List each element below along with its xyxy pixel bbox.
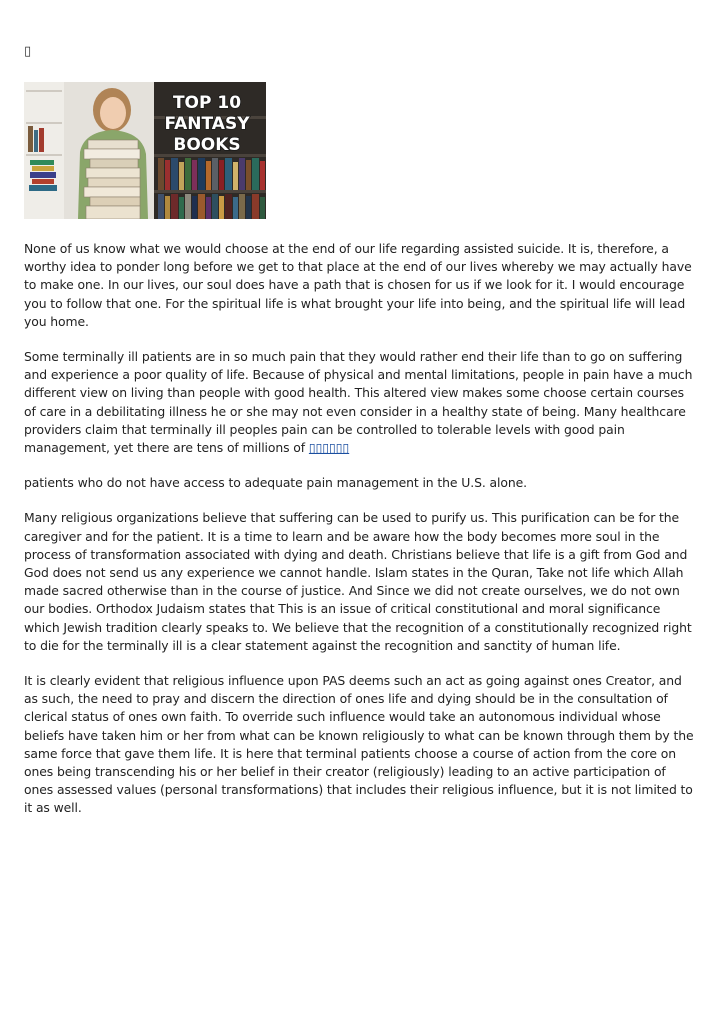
paragraph-4: Many religious organizations believe that suffering can be used to purify us. This purification can be for the caregiver and for the patient. It is a time to learn and be aware how the body becomes more soul in the process of transformation associated with dying and death. Christians believe that life is a gift from God and God does not send us any experience we cannot handle. Islam states in the Quran, Take not life which Allah made sacred otherwise than in the course of justice. And Since we did not create ourselves, we do not own our bodies. Orthodox Judaism states that This is an issue of critical constitutional and moral significance which Jewish tradition clearly speaks to. We believe that the recognition of a constitutionally recognized right to die for the terminally ill is a clear statement against the recognition and sanctity of human life. xyxy=(24,510,692,653)
paragraph-3: patients who do not have access to adequate pain management in the U.S. alone. xyxy=(24,475,527,491)
paragraph-1: None of us know what we would choose at the end of our life regarding assisted suicide. It is, therefore, a worthy idea to ponder long before we get to that place at the end of our lives whereby we may actually have to make one. In our lives, our soul does have a path that is chosen for us if we look for it. I would encourage you to follow that one. For the spiritual life is what brought your life into being, and the spiritual life will lead you home. xyxy=(24,241,692,329)
thumbnail-photo xyxy=(24,82,266,219)
article-body xyxy=(24,240,698,835)
paragraph-2-text: Some terminally ill patients are in so much pain that they would rather end their life than to go on suffering and experience a poor quality of life. Because of physical and mental limitations, people in pain have a much different view on living than people with good health. This altered view makes some choose certain courses of care in a debilitating illness he or she may not even consider in a healthy state of being. Many healthcare providers claim that terminally ill peoples pain can be controlled to tolerable levels with good pain management, yet there are tens of millions of xyxy=(24,349,693,456)
video-thumbnail-image[interactable] xyxy=(24,82,266,219)
paragraph-2 xyxy=(24,348,698,457)
thumbnail-title-line-3: BOOKS xyxy=(173,135,241,155)
paragraph-5: It is clearly evident that religious influence upon PAS deems such an act as going against ones Creator, and as such, the need to pray and discern the direction of ones life and dying should be in the consultation of clerical status of ones own faith. To override such influence would take an autonomous individual whose beliefs have taken him or her from what can be known religiously to what can be known through them by the same force that gave them life. It is here that terminal patients choose a course of action from the core on ones being transcending his or her belief in their creator (religiously) leading to an active participation of ones assessed values (personal transformations) that includes their religious influence, but it is not limited to it as well. xyxy=(24,673,694,816)
thumbnail-title-line-2: FANTASY xyxy=(164,114,250,134)
thumbnail-title-line-1: TOP 10 xyxy=(172,93,242,113)
inline-link[interactable]: ▯▯▯▯▯▯ xyxy=(308,440,350,456)
missing-glyph-icon: ▯ xyxy=(24,44,32,59)
